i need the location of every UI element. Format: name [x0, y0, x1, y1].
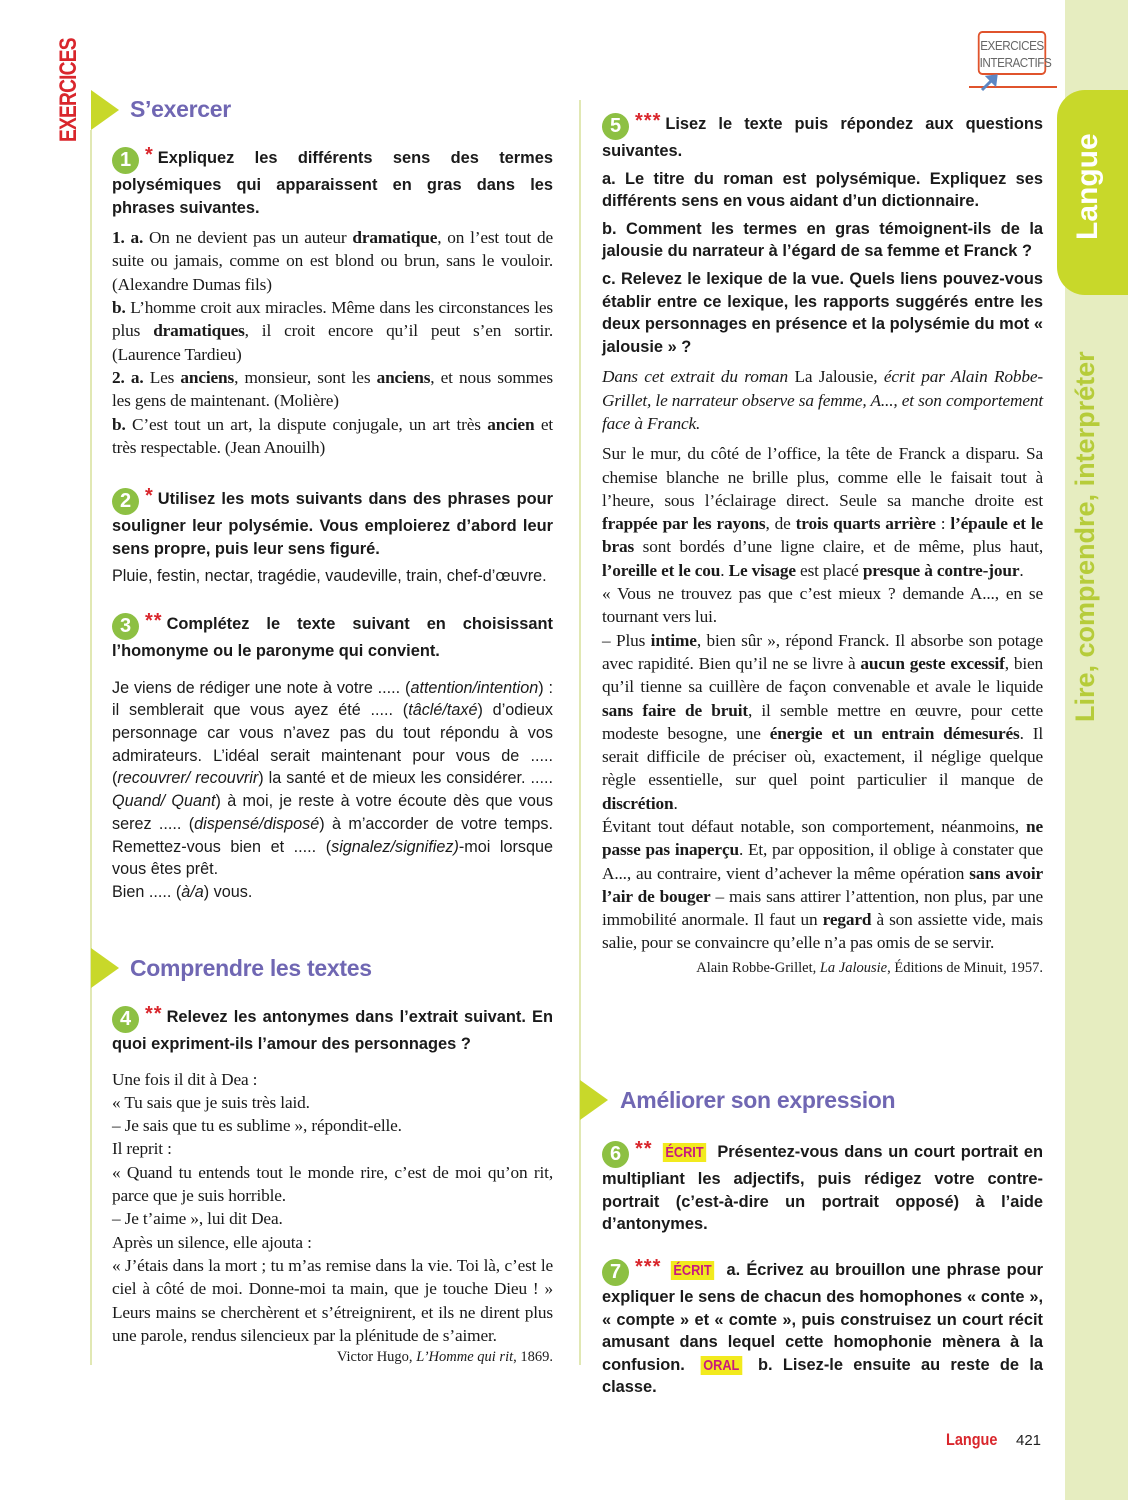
text-run: : [935, 514, 951, 534]
ecrit-tag: ÉCRIT [662, 1143, 705, 1162]
text-run: La Jalousie [819, 959, 888, 976]
text-run: , il semble mettre en œuvre, pour cette modeste besogne, une [602, 700, 1043, 743]
text-run: . [720, 560, 729, 580]
text-run: Relevez les antonymes dans l’extrait suivant. En quoi expriment-ils l’amour des personnages ? [112, 1008, 553, 1053]
text-run: On ne devient pas un auteur [143, 228, 353, 248]
text-run: l’épaule et le bras [602, 514, 1043, 557]
text-run: intime [650, 630, 697, 650]
text-block [112, 1207, 553, 1230]
text-run: aucun geste excessif [860, 653, 1005, 673]
text-block [602, 815, 1043, 955]
text-run: ) vous. [203, 882, 253, 901]
exercise-number: 5 [602, 113, 629, 140]
text-run: b. [112, 298, 126, 318]
difficulty-stars: ** [145, 1003, 163, 1025]
text-block [602, 442, 1043, 582]
text-run: Après un silence, elle ajouta : [112, 1232, 312, 1252]
text-run: Évitant tout défaut notable, son comportement, néanmoins, [602, 816, 1027, 836]
text-run: Les [143, 367, 181, 387]
text-block [602, 115, 1043, 160]
text-run: ancien [487, 414, 535, 434]
difficulty-stars: *** [635, 110, 662, 132]
text-block [602, 168, 1043, 213]
text-run: ) la santé et de mieux les considérer. ..... [258, 769, 553, 788]
text-run: à son assiette vide, mais salie, pour se convaincre qu’elle n’a pas omis de se servir. [602, 910, 1043, 953]
text-run: discrétion [602, 793, 674, 813]
section-marker-icon [91, 948, 119, 988]
section-heading-comprendre: Comprendre les textes [130, 955, 372, 981]
text-run: sans avoir l’air de bouger [602, 863, 1043, 906]
text-run: énergie et un entrain démesurés [769, 723, 1020, 743]
exercise-4 [112, 1003, 553, 1367]
text-run: . [1019, 560, 1024, 580]
text-run: Alain Robbe-Grillet, [696, 959, 820, 976]
text-run: « Quand tu entends tout le monde rire, c’est de moi qu’on rit, parce que je suis horrible. [112, 1162, 553, 1206]
text-run: – mais sans attirer l’attention, non plus, par une immobilité anormale. Il faut un [602, 886, 1043, 930]
text-run: , il croit encore qu’il peut s’en sortir. (Laurence Tardieu) [112, 321, 553, 364]
text-run: Complétez le texte suivant en choisissant l’homonyme ou le paronyme qui convient. [112, 615, 553, 660]
text-block [602, 582, 1043, 629]
text-run: Bien ..... ( [112, 882, 182, 901]
text-block [112, 413, 553, 460]
text-run: . Il serait difficile de préciser où, exactement, il néglige quelque règle essentielle, sur quel point particulier il manque de [602, 723, 1043, 790]
text-run: « Vous ne trouvez pas que c’est mieux ? demande A..., en se tournant vers lui. [602, 584, 1043, 627]
text-run: et très respectable. (Jean Anouilh) [112, 414, 553, 457]
text-run: Il reprit : [112, 1139, 172, 1159]
text-run: « Tu sais que je suis très laid. [112, 1092, 310, 1112]
text-run: a. Le titre du roman est polysémique. Expliquez ses différents sens en vous aidant d’un dictionnaire. [602, 169, 1043, 211]
text-run: Sur le mur, du côté de l’office, la tête de Franck a disparu. Sa chemise blanche ne brille plus, comme elle le faisait tout à l’heure, sous l’éclairage direct. Seule sa manche droite est [602, 444, 1043, 510]
badge-line-1: EXERCICES [980, 38, 1044, 53]
text-block [112, 1114, 553, 1137]
text-run: , Éditions de Minuit, 1957. [887, 959, 1043, 976]
text-run: , monsieur, sont les [234, 367, 377, 387]
ecrit-tag: ÉCRIT [671, 1261, 714, 1280]
text-run: recouvrer/ recouvrir [117, 769, 259, 788]
text-run: à/a [181, 882, 204, 901]
exercise-number: 3 [112, 613, 139, 640]
text-run: signalez/signifiez) [331, 837, 459, 856]
text-run: , de [765, 514, 796, 534]
section-heading-s-exercer: S’exercer [130, 96, 231, 122]
text-run: – Plus [602, 630, 651, 650]
text-run: 2. a. [112, 367, 144, 387]
text-run: Je viens de rédiger une note à votre ..... ( [112, 678, 411, 697]
text-run: C’est tout un art, la dispute conjugale, un art très [125, 414, 488, 434]
text-run: b. Comment les termes en gras témoignent-ils de la jalousie du narrateur à l’égard de sa femme et Franck ? [602, 219, 1043, 261]
text-run: , écrit par Alain Robbe-Grillet, le narrateur observe sa femme, A..., et son comportement face à Franck. [602, 367, 1043, 433]
difficulty-stars: ** [635, 1138, 653, 1160]
text-run: presque à contre-jour [862, 560, 1020, 580]
text-run: est placé [795, 560, 863, 580]
interactive-exercises-button[interactable] [978, 31, 1052, 75]
text-run: Quand/ Quant [112, 792, 216, 811]
text-block [112, 1254, 553, 1347]
text-run: Dans cet extrait du roman [602, 367, 795, 387]
text-block [112, 1091, 553, 1114]
text-run: b. [112, 414, 126, 434]
text-run: frappée par les rayons [602, 514, 766, 534]
difficulty-stars: * [145, 144, 154, 166]
exercise-1 [112, 144, 553, 459]
text-run: trois quarts arrière [795, 514, 936, 534]
text-run: anciens [376, 367, 431, 387]
sidebar-tab-label: Langue [1071, 133, 1104, 240]
text-run: dramatiques [153, 321, 245, 341]
text-block [112, 615, 553, 660]
section-marker-icon [91, 90, 119, 130]
sidebar-section-label: Lire, comprendre, interpréter [1070, 351, 1100, 722]
exercise-3 [112, 610, 553, 904]
text-block [112, 149, 553, 217]
text-block [602, 218, 1043, 263]
text-block [112, 490, 553, 558]
text-run: anciens [180, 367, 235, 387]
exercise-number: 1 [112, 147, 139, 174]
text-run: ) : il semblerait que vous ayez été ..... ( [112, 678, 554, 720]
text-block [112, 1068, 553, 1091]
text-block [602, 629, 1043, 815]
text-run: -moi lorsque vous êtes prêt. [112, 837, 553, 879]
difficulty-stars: *** [635, 1256, 662, 1278]
text-block [112, 1137, 553, 1160]
text-run: , 1869. [513, 1349, 553, 1366]
text-run: Victor Hugo, [336, 1349, 417, 1366]
text-run: b. Lisez-le ensuite au reste de la classe. [602, 1355, 1043, 1397]
text-run: a. Écrivez au brouillon une phrase pour expliquer le sens de chacun des homophones « conte », « compte » et « comte », puis construisez un court récit amusant dans lequel cette homophonie mènera à la confusion. [602, 1261, 1043, 1374]
text-run: La Jalousie [794, 367, 874, 387]
exercices-label: EXERCICES [55, 38, 82, 142]
text-run: ) d’odieux personnage car vous n’avez pas du tout répondu à vos admirateurs. L’idéal serait maintenant pour vous de ..... ( [112, 701, 553, 788]
exercise-number: 4 [112, 1006, 139, 1033]
text-run: dramatique [352, 228, 438, 248]
text-block [602, 268, 1043, 358]
page-number: 421 [1016, 1432, 1042, 1449]
section-marker-icon [580, 1080, 608, 1120]
oral-tag: ORAL [701, 1356, 742, 1375]
text-run: , bien sûr », répond Franck. Il absorbe son potage avec rapidité. Bien qu’il ne se livre à [602, 630, 1043, 673]
text-block [112, 565, 553, 588]
difficulty-stars: ** [145, 610, 163, 632]
left-column-rule [90, 130, 92, 1365]
text-run: – Je t’aime », lui dit Dea. [112, 1209, 283, 1229]
text-block [112, 881, 553, 904]
exercise-number: 6 [602, 1141, 629, 1168]
text-run: L’Homme qui rit [416, 1349, 514, 1366]
text-block [602, 365, 1043, 435]
text-run: sans faire de bruit [602, 700, 748, 720]
right-column-rule [579, 100, 581, 1365]
text-block [112, 1008, 553, 1053]
exercise-5 [602, 110, 1043, 978]
text-run: regard [822, 910, 872, 930]
badge-line-2: INTERACTIFS [979, 55, 1052, 70]
text-run: . [673, 793, 678, 813]
text-block [112, 1347, 553, 1367]
text-run: 1. a. [112, 228, 144, 248]
text-run: – Je sais que tu es sublime », répondit-elle. [112, 1116, 402, 1136]
exercise-6 [602, 1138, 1043, 1236]
text-run: attention/intention [410, 678, 539, 697]
text-block [112, 296, 553, 366]
text-run: . Et, par opposition, il oblige à constater que A..., au contraire, vient d’achever la même opération [602, 840, 1044, 883]
cursor-arrow-icon [980, 72, 1002, 92]
text-run: tâclé/taxé [408, 701, 478, 720]
section-heading-ameliorer: Améliorer son expression [620, 1087, 896, 1113]
text-run: sont bordés d’une ligne claire, et de même, plus haut, [634, 537, 1043, 557]
text-run: Pluie, festin, nectar, tragédie, vaudeville, train, chef-d’œuvre. [112, 567, 547, 586]
text-run: « J’étais dans la mort ; tu m’as remise dans la vie. Toi là, c’est le ciel à côté de moi. Donne-moi ta main, que je touche Dieu ! » Leurs mains se cherchèrent et s’étreignirent, et ils ne dirent plus une parole, rendus silencieux par la plénitude de s’aimer. [112, 1255, 553, 1345]
text-block [112, 1231, 553, 1254]
exercise-2 [112, 485, 553, 588]
exercise-number: 7 [602, 1259, 629, 1286]
text-run: l’oreille et le cou [602, 560, 721, 580]
text-run: ) à moi, je reste à votre écoute dès que vous serez ..... ( [112, 792, 553, 833]
exercise-number: 2 [112, 488, 139, 515]
text-block [112, 677, 553, 881]
text-run: , bien qu’il tienne sa cuillère de façon convenable et avale le liquide [602, 653, 1043, 697]
sidebar-tab-langue[interactable] [1057, 90, 1128, 295]
text-run: , on l’est tout de suite ou jamais, comme on est blond ou brun, sans le vouloir. (Alexandre Dumas fils) [112, 228, 553, 294]
text-run: Une fois il dit à Dea : [112, 1069, 258, 1089]
text-run: Expliquez les différents sens des termes polysémiques qui apparaissent en gras dans les phrases suivantes. [112, 149, 553, 217]
text-block [112, 366, 553, 413]
text-run: Présentez-vous dans un court portrait en multipliant les adjectifs, puis rédigez votre contre-portrait (c’est-à-dire un portrait opposé) à l’aide d’antonymes. [602, 1143, 1043, 1234]
text-run: Lisez le texte puis répondez aux questions suivantes. [602, 115, 1043, 160]
text-run: L’homme croit aux miracles. Même dans les circonstances les plus [112, 298, 553, 341]
text-run: c. Relevez le lexique de la vue. Quels liens pouvez-vous établir entre ce lexique, les rapports suggérés entre les deux personnages en présence et la polysémie du mot « jalousie » ? [602, 269, 1043, 356]
difficulty-stars: * [145, 485, 154, 507]
footer-section: Langue [946, 1430, 998, 1449]
text-block [112, 1161, 553, 1208]
text-run: ) à m’accorder de votre temps. Remettez-vous bien et ..... ( [112, 814, 553, 856]
text-block [602, 958, 1043, 978]
text-run: dispensé/disposé [194, 814, 320, 833]
text-run: , et nous sommes les gens de maintenant. (Molière) [112, 367, 553, 411]
exercise-7 [602, 1256, 1043, 1399]
text-run: Le visage [728, 560, 796, 580]
text-block [112, 226, 553, 296]
text-run: Utilisez les mots suivants dans des phrases pour souligner leur polysémie. Vous emploierez d’abord leur sens propre, puis leur sens figuré. [112, 490, 553, 558]
text-run: ne passe pas inaperçu [602, 816, 1043, 860]
